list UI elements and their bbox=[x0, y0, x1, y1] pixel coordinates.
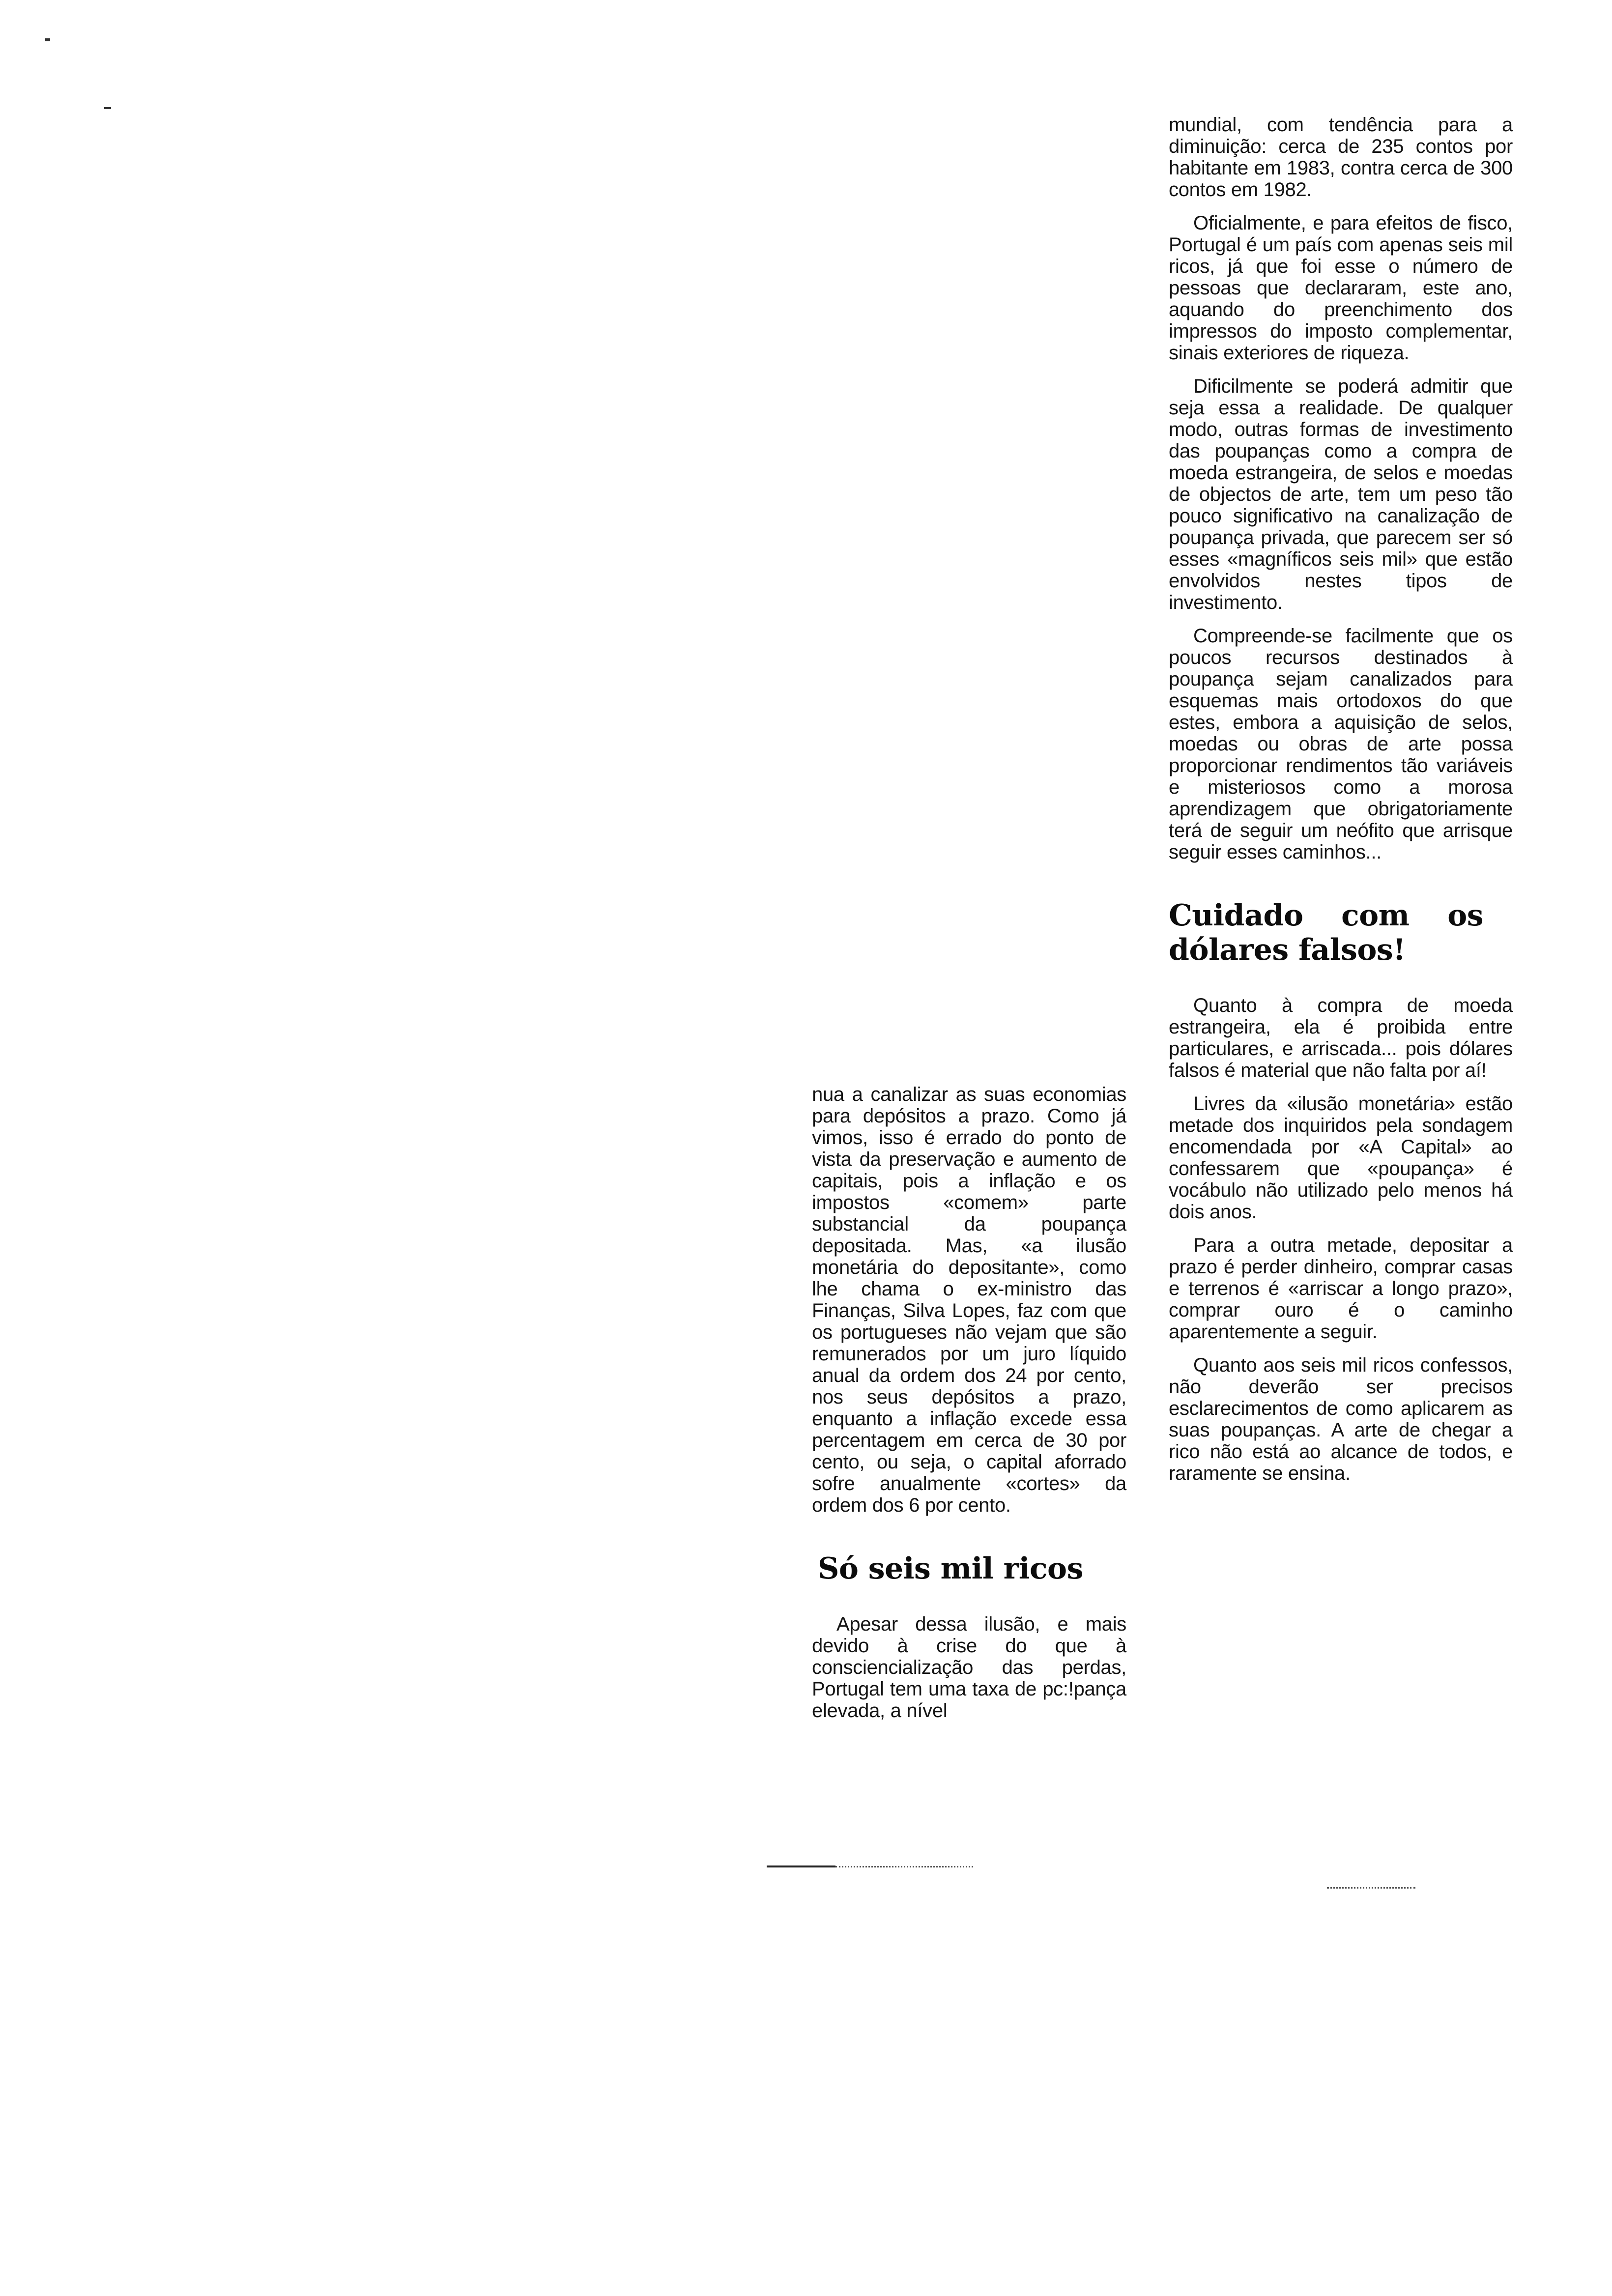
article-paragraph: Livres da «ilusão monetária» estão metade dos inquiridos pela sondagem encomendada por «A Capital» ao confessarem que «poupança» é vocábulo não utilizado pelo menos há dois anos. bbox=[1169, 1093, 1513, 1223]
section-headline: Cuidado com os dólares falsos! bbox=[1169, 898, 1483, 967]
article-paragraph: Dificilmente se poderá admitir que seja essa a realidade. De qualquer modo, outras formas de investimento das poupanças como a compra de moeda estrangeira, de selos e moedas de objectos de arte, tem um peso tão pouco significativo na canalização de poupança privada, que parecem ser só esses «magníficos seis mil» que estão envolvidos nestes tipos de investimento. bbox=[1169, 375, 1513, 613]
column-end-dotted-rule bbox=[835, 1866, 973, 1867]
scan-speck bbox=[45, 38, 50, 41]
article-column-right bbox=[1169, 114, 1513, 1496]
article-paragraph: Para a outra metade, depositar a prazo é perder dinheiro, comprar casas e terrenos é «arriscar a longo prazo», comprar ouro é o caminho aparentemente a seguir. bbox=[1169, 1234, 1513, 1343]
article-paragraph: Oficialmente, e para efeitos de fisco, Portugal é um país com apenas seis mil ricos, já que foi esse o número de pessoas que declararam, este ano, aquando do preenchimento dos impressos do imposto complementar, sinais exteriores de riqueza. bbox=[1169, 212, 1513, 364]
article-paragraph: Compreende-se facilmente que os poucos recursos destinados à poupança sejam canalizados para esquemas mais ortodoxos do que estes, embora a aquisição de selos, moedas ou obras de arte possa proporcionar rendimentos tão variáveis e misteriosos como a morosa aprendizagem que obrigatoriamente terá de seguir um neófito que arrisque seguir esses caminhos... bbox=[1169, 625, 1513, 863]
article-paragraph: Apesar dessa ilusão, e mais devido à crise do que à consciencialização das perdas, Portugal tem uma taxa de pc:!pança elevada, a nível bbox=[812, 1613, 1126, 1722]
article-paragraph: mundial, com tendência para a diminuição: cerca de 235 contos por habitante em 1983, contra cerca de 300 contos em 1982. bbox=[1169, 114, 1513, 201]
article-paragraph: Quanto à compra de moeda estrangeira, ela é proibida entre particulares, e arriscada... pois dólares falsos é material que não falta por aí! bbox=[1169, 995, 1513, 1081]
article-paragraph: nua a canalizar as suas economias para depósitos a prazo. Como já vimos, isso é errado do ponto de vista da preservação e aumento de capitais, pois a inflação e os impostos «comem» parte substancial da poupança depositada. Mas, «a ilusão monetária do depositante», como lhe chama o ex-ministro das Finanças, Silva Lopes, faz com que os portugueses não vejam que são remunerados por um juro líquido anual da ordem dos 24 por cento, nos seus depósitos a prazo, enquanto a inflação excede essa percentagem em cerca de 30 por cento, ou seja, o capital aforrado sofre anualmente «cortes» da ordem dos 6 por cento. bbox=[812, 1084, 1126, 1516]
article-column-left bbox=[812, 1084, 1126, 1733]
scan-speck bbox=[104, 107, 111, 109]
section-headline: Só seis mil ricos bbox=[818, 1551, 1083, 1586]
column-end-rule bbox=[767, 1866, 835, 1867]
column-end-dotted-rule bbox=[1327, 1887, 1415, 1889]
article-paragraph: Quanto aos seis mil ricos confessos, não deverão ser precisos esclarecimentos de como aplicarem as suas poupanças. A arte de chegar a rico não está ao alcance de todos, e raramente se ensina. bbox=[1169, 1354, 1513, 1484]
